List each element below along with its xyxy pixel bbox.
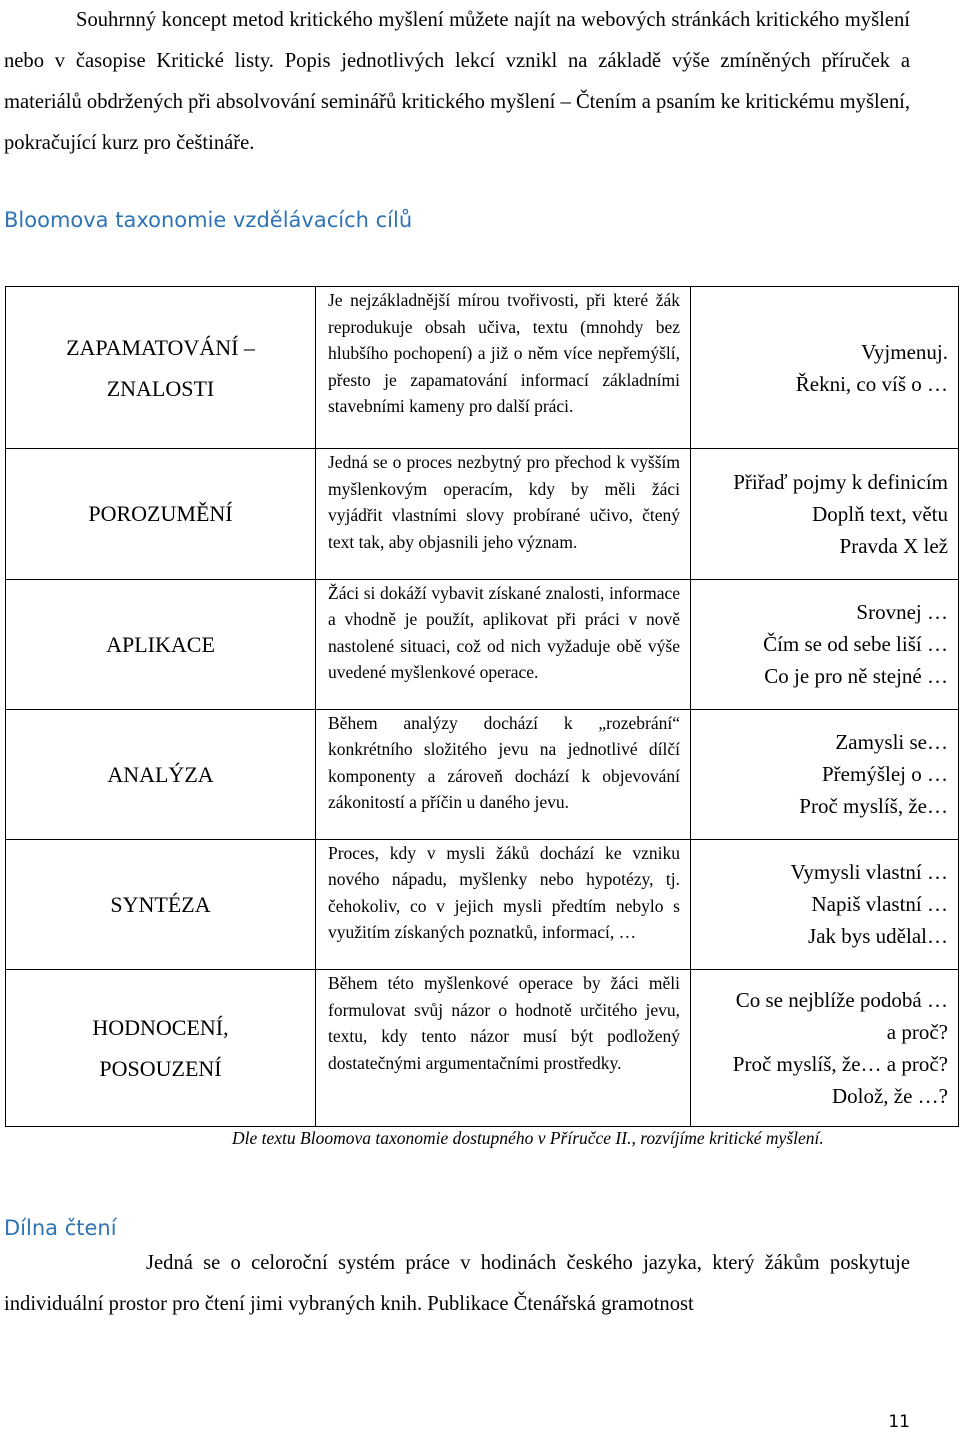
taxonomy-tasks — [691, 579, 959, 709]
taxonomy-tasks — [691, 287, 959, 449]
taxonomy-row — [6, 579, 959, 709]
taxonomy-task: Čím se od sebe liší … — [763, 632, 948, 657]
taxonomy-task: Proč myslíš, že… a proč? — [732, 1052, 948, 1076]
taxonomy-level — [6, 709, 316, 839]
taxonomy-description — [316, 839, 691, 969]
taxonomy-level-line: SYNTÉZA — [110, 891, 211, 917]
taxonomy-level-line: ZNALOSTI — [106, 375, 215, 401]
taxonomy-level — [6, 579, 316, 709]
taxonomy-description-text: Proces, kdy v mysli žáků dochází ke vzniku nového nápadu, myšlenky nebo hypotézy, tj. čehokoliv, co v jejich mysli předtím nebylo s využitím získaných poznatků, informací, … — [328, 842, 680, 943]
bloom-taxonomy-table — [5, 286, 959, 1127]
taxonomy-level-line: ZAPAMATOVÁNÍ – — [66, 334, 255, 360]
taxonomy-description — [316, 287, 691, 449]
taxonomy-task: Co se nejblíže podobá … — [735, 988, 948, 1012]
taxonomy-task: Proč myslíš, že… — [799, 794, 948, 819]
taxonomy-description — [316, 709, 691, 839]
taxonomy-description — [316, 449, 691, 579]
taxonomy-task: Co je pro ně stejné … — [764, 664, 948, 689]
taxonomy-description-text: Je nejzákladnější mírou tvořivosti, při které žák reprodukuje obsah učiva, textu (mnohdy bez hlubšího pochopení) a již o něm více nepřemýšlí, přesto je zapamatování informací základními stavebními kameny pro další práci. — [328, 290, 680, 416]
taxonomy-row — [6, 449, 959, 579]
taxonomy-level-line: POROZUMĚNÍ — [88, 501, 233, 527]
taxonomy-description — [316, 970, 691, 1127]
taxonomy-row — [6, 970, 959, 1127]
taxonomy-task: Přiřaď pojmy k definicím — [733, 469, 948, 494]
section-heading-dilna: Dílna čtení — [4, 1216, 117, 1240]
taxonomy-level — [6, 839, 316, 969]
taxonomy-description-text: Během analýzy dochází k „rozebrání“ konkrétního složitého jevu na jednotlivé dílčí komponenty a zároveň dochází k objevování zákonitostí a příčin u daného jevu. — [328, 712, 680, 813]
taxonomy-level-line: APLIKACE — [106, 631, 215, 657]
taxonomy-row — [6, 839, 959, 969]
taxonomy-task: Řekni, co víš o … — [795, 371, 948, 396]
taxonomy-level-line: HODNOCENÍ, — [92, 1015, 229, 1040]
taxonomy-description-text: Žáci si dokáží vybavit získané znalosti, informace a vhodně je použít, aplikovat při práci v nově nastolené situaci, což od nich vyžaduje obě výše uvedené myšlenkové operace. — [328, 582, 680, 683]
taxonomy-tasks — [691, 839, 959, 969]
taxonomy-task: Doplň text, větu — [812, 501, 948, 526]
taxonomy-task: Vymysli vlastní … — [790, 860, 948, 885]
taxonomy-task: Zamysli se… — [835, 730, 948, 755]
taxonomy-row — [6, 709, 959, 839]
taxonomy-level — [6, 449, 316, 579]
dilna-text: Jedná se o celoroční systém práce v hodinách českého jazyka, který žákům poskytuje individuální prostor pro čtení jimi vybraných knih. Publikace Čtenářská gramotnost — [4, 1252, 910, 1315]
taxonomy-level — [6, 287, 316, 449]
section-heading-bloom: Bloomova taxonomie vzdělávacích cílů — [4, 208, 413, 232]
taxonomy-task: Přemýšlej o … — [822, 762, 948, 787]
taxonomy-level-line: POSOUZENÍ — [99, 1056, 222, 1081]
intro-paragraph — [4, 0, 910, 164]
taxonomy-tasks — [691, 709, 959, 839]
page-number: 11 — [888, 1412, 910, 1432]
taxonomy-description — [316, 579, 691, 709]
taxonomy-level — [6, 970, 316, 1127]
table-caption: Dle textu Bloomova taxonomie dostupného v Příručce II., rozvíjíme kritické myšlení. — [232, 1128, 824, 1148]
taxonomy-tasks — [691, 449, 959, 579]
taxonomy-task: Srovnej … — [856, 600, 948, 625]
taxonomy-task: Pravda X lež — [839, 533, 948, 558]
taxonomy-task: Jak bys udělal… — [808, 924, 948, 949]
taxonomy-level-line: ANALÝZA — [107, 761, 214, 787]
taxonomy-task: Dolož, že …? — [831, 1084, 948, 1108]
taxonomy-task: Vyjmenuj. — [861, 339, 948, 364]
taxonomy-description-text: Během této myšlenkové operace by žáci měli formulovat svůj názor o hodnotě určitého jevu, textu, kdy tento názor musí být podložený dostatečnými argumentačními prostředky. — [328, 973, 680, 1073]
intro-text: Souhrnný koncept metod kritického myšlení můžete najít na webových stránkách kritického myšlení nebo v časopise Kritické listy. Popis jednotlivých lekcí vznikl na základě výše zmíněných příruček a materiálů obdržených při absolvování seminářů kritického myšlení – Čtením a psaním ke kritickému myšlení, pokračující kurz pro češtináře. — [4, 9, 910, 154]
taxonomy-task: Napiš vlastní … — [811, 892, 948, 917]
taxonomy-tasks — [691, 970, 959, 1127]
taxonomy-task: a proč? — [886, 1020, 948, 1044]
taxonomy-description-text: Jedná se o proces nezbytný pro přechod k vyšším myšlenkovým operacím, kdy by měli žáci vyjádřit vlastními slovy probírané učivo, čtený text tak, aby objasnili jeho význam. — [328, 452, 680, 552]
taxonomy-row — [6, 287, 959, 449]
dilna-paragraph — [4, 1243, 910, 1325]
